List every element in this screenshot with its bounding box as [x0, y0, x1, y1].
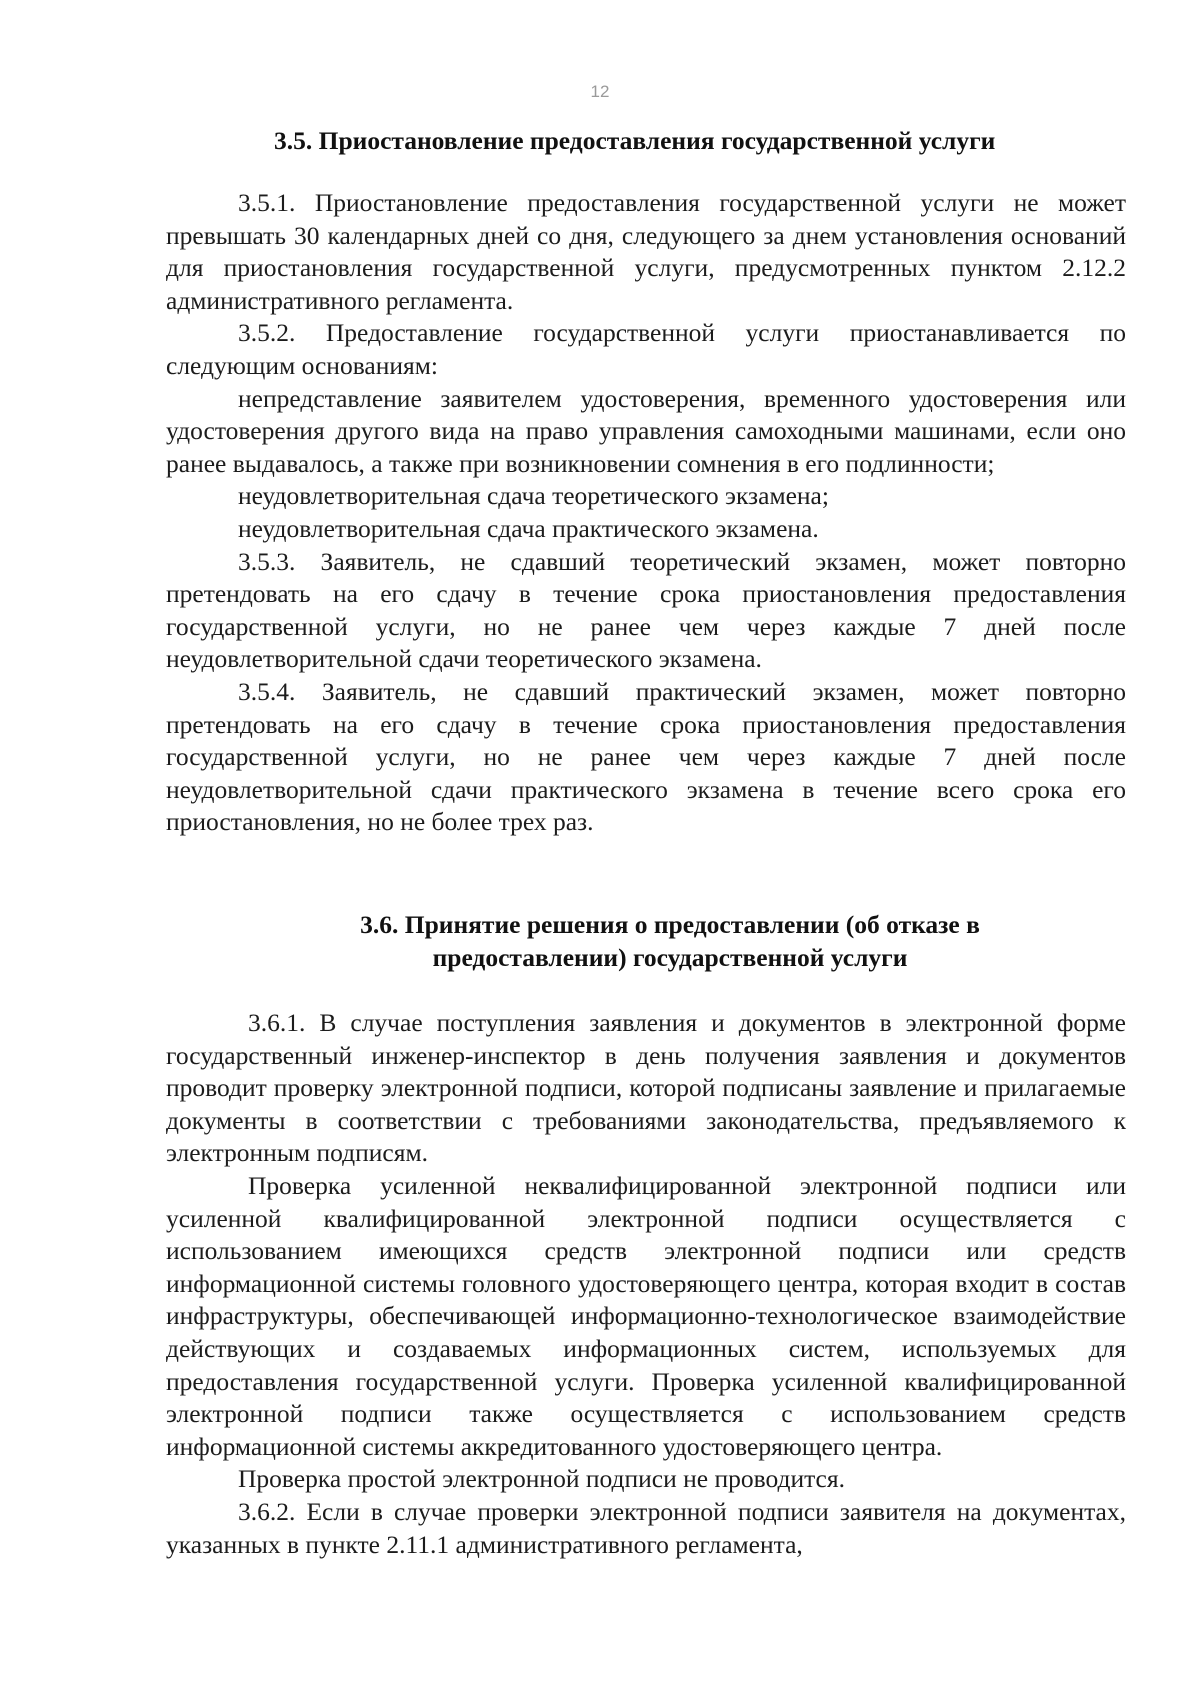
- section-3-6-heading-line2: предоставлении) государственной услуги: [432, 943, 908, 972]
- list-item-ground-2: неудовлетворительная сдача теоретического экзамена;: [238, 481, 829, 511]
- paragraph-simple-signature: Проверка простой электронной подписи не проводится.: [238, 1464, 845, 1494]
- list-item-ground-3: неудовлетворительная сдача практического экзамена.: [238, 513, 819, 543]
- paragraph-3-5-1: 3.5.1. Приостановление предоставления государственной услуги не может превышать 30 календарных дней со дня, следующего за днем установления оснований для приостановления государственной услуги, предусмотренных пунктом 2.12.2 административного регламента.: [166, 188, 1126, 315]
- section-3-6-heading: [300, 908, 1040, 974]
- section-3-5-heading: 3.5. Приостановление предоставления государственной услуги: [274, 126, 996, 155]
- paragraph-3-5-4: 3.5.4. Заявитель, не сдавший практический экзамен, может повторно претендовать на его сдачу в течение срока приостановления предоставления государственной услуги, но не ранее чем через каждые 7 дней после неудовлетворительной сдачи практического экзамена в течение всего срока его приостановления, но не более трех раз.: [166, 676, 1126, 837]
- paragraph-3-6-2: 3.6.2. Если в случае проверки электронной подписи заявителя на документах, указанных в пункте 2.11.1 административного регламента,: [166, 1496, 1126, 1559]
- paragraph-signature-check: Проверка усиленной неквалифицированной электронной подписи или усиленной квалифицированной электронной подписи осуществляется с использованием имеющихся средств электронной подписи или средств информационной системы головного удостоверяющего центра, которая входит в состав инфраструктуры, обеспечивающей информационно-технологическое взаимодействие действующих и создаваемых информационных систем, используемых для предоставления государственной услуги. Проверка усиленной квалифицированной электронной подписи также осуществляется с использованием средств информационной системы аккредитованного удостоверяющего центра.: [166, 1170, 1126, 1461]
- paragraph-3-5-2: 3.5.2. Предоставление государственной услуги приостанавливается по следующим основаниям:: [166, 318, 1126, 380]
- list-item-ground-1: непредставление заявителем удостоверения, временного удостоверения или удостоверения другого вида на право управления самоходными машинами, если оно ранее выдавалось, а также при возникновении сомнения в его подлинности;: [166, 383, 1126, 478]
- section-3-5-body: [166, 187, 1126, 839]
- page-number: 12: [590, 82, 610, 101]
- section-3-6-body: [166, 1007, 1126, 1561]
- paragraph-3-5-3: 3.5.3. Заявитель, не сдавший теоретический экзамен, может повторно претендовать на его сдачу в течение срока приостановления предоставления государственной услуги, но не ранее чем через каждые 7 дней после неудовлетворительной сдачи теоретического экзамена.: [166, 546, 1126, 674]
- section-3-6-heading-line1: 3.6. Принятие решения о предоставлении (об отказе в: [360, 910, 980, 939]
- paragraph-3-6-1: 3.6.1. В случае поступления заявления и документов в электронной форме государственный инженер-инспектор в день получения заявления и документов проводит проверку электронной подписи, которой подписаны заявление и прилагаемые документы в соответствии с требованиями законодательства, предъявляемого к электронным подписям.: [166, 1008, 1126, 1168]
